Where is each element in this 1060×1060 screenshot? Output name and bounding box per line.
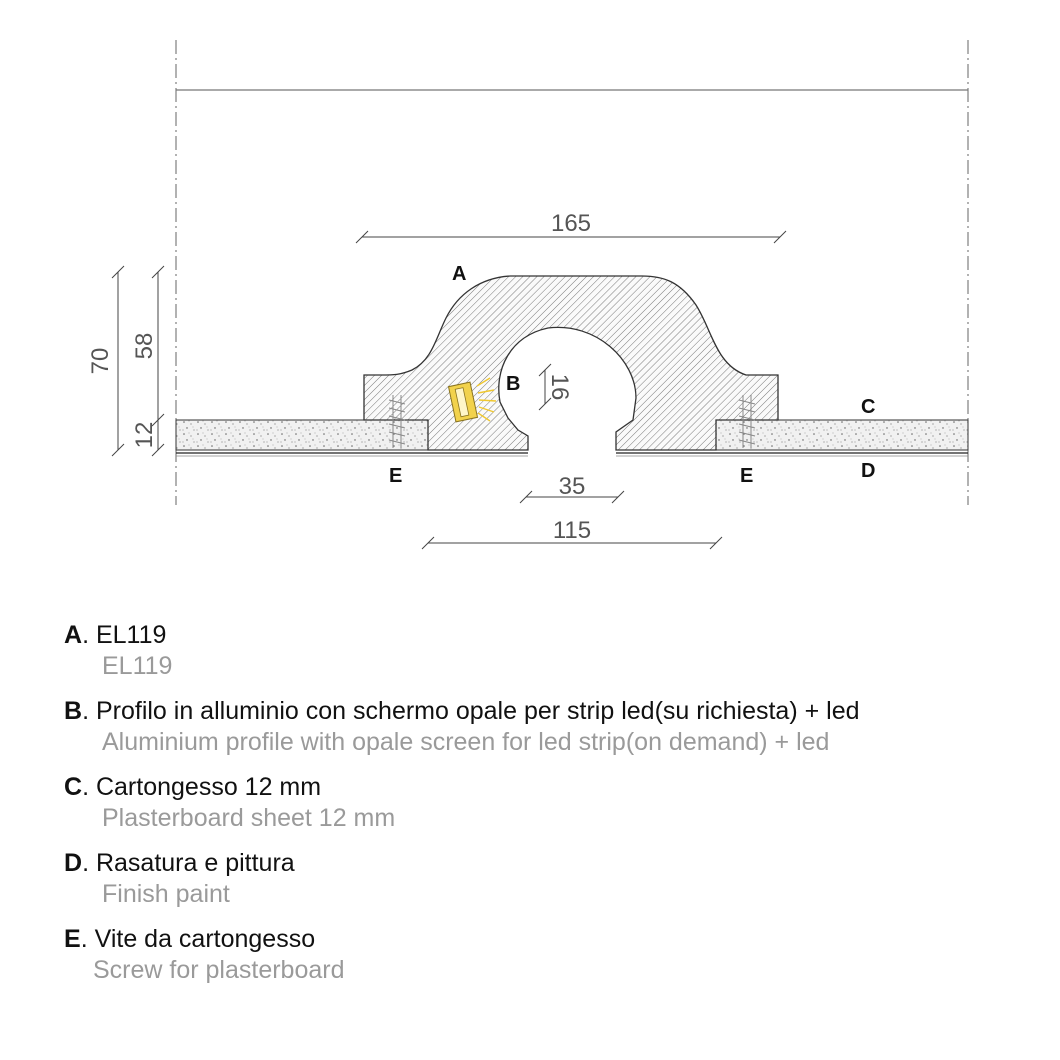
- legend-item-e: [64, 924, 1044, 986]
- callout-a: A: [452, 263, 467, 285]
- legend-key: B: [64, 697, 83, 725]
- legend-sep: .: [82, 621, 96, 649]
- legend-key: A: [64, 621, 83, 649]
- dim-text-35: 35: [558, 473, 586, 500]
- legend-sep: .: [82, 849, 96, 877]
- legend-english: Finish paint: [102, 880, 230, 908]
- callout-d: D: [861, 460, 876, 482]
- dim-text-16: 16: [546, 373, 573, 401]
- dim-text-115: 115: [552, 517, 592, 544]
- legend-italian: Vite da cartongesso: [94, 925, 316, 953]
- legend-english: Plasterboard sheet 12 mm: [102, 804, 396, 832]
- legend-item-c: [64, 772, 1044, 834]
- dim-text-12: 12: [131, 421, 158, 449]
- legend-italian: Cartongesso 12 mm: [95, 773, 322, 801]
- dim-text-70: 70: [87, 347, 114, 375]
- callout-b: B: [506, 373, 521, 395]
- legend-english: EL119: [102, 652, 173, 680]
- legend-sep: .: [82, 773, 96, 801]
- legend-italian: Profilo in alluminio con schermo opale per strip led(su richiesta) + led: [95, 697, 860, 725]
- legend-key: E: [64, 925, 81, 953]
- callout-e-right: E: [740, 465, 754, 487]
- callout-e-left: E: [389, 465, 403, 487]
- legend-key: D: [64, 849, 83, 877]
- legend-english: Aluminium profile with opale screen for led strip(on demand) + led: [102, 728, 830, 756]
- legend-sep: .: [82, 697, 96, 725]
- legend-italian: EL119: [95, 621, 167, 649]
- legend-key: C: [64, 773, 83, 801]
- legend-item-a: [64, 620, 1044, 682]
- dim-text-58: 58: [131, 332, 158, 360]
- legend-italian: Rasatura e pittura: [95, 849, 295, 877]
- legend-sep: .: [80, 925, 95, 953]
- legend-english: Screw for plasterboard: [93, 956, 345, 984]
- legend-item-d: [64, 848, 1044, 910]
- dim-text-165: 165: [550, 210, 592, 237]
- legend: [64, 620, 1044, 1000]
- legend-item-b: [64, 696, 1044, 758]
- plasterboard-right: [716, 420, 968, 450]
- callout-c: C: [861, 396, 876, 418]
